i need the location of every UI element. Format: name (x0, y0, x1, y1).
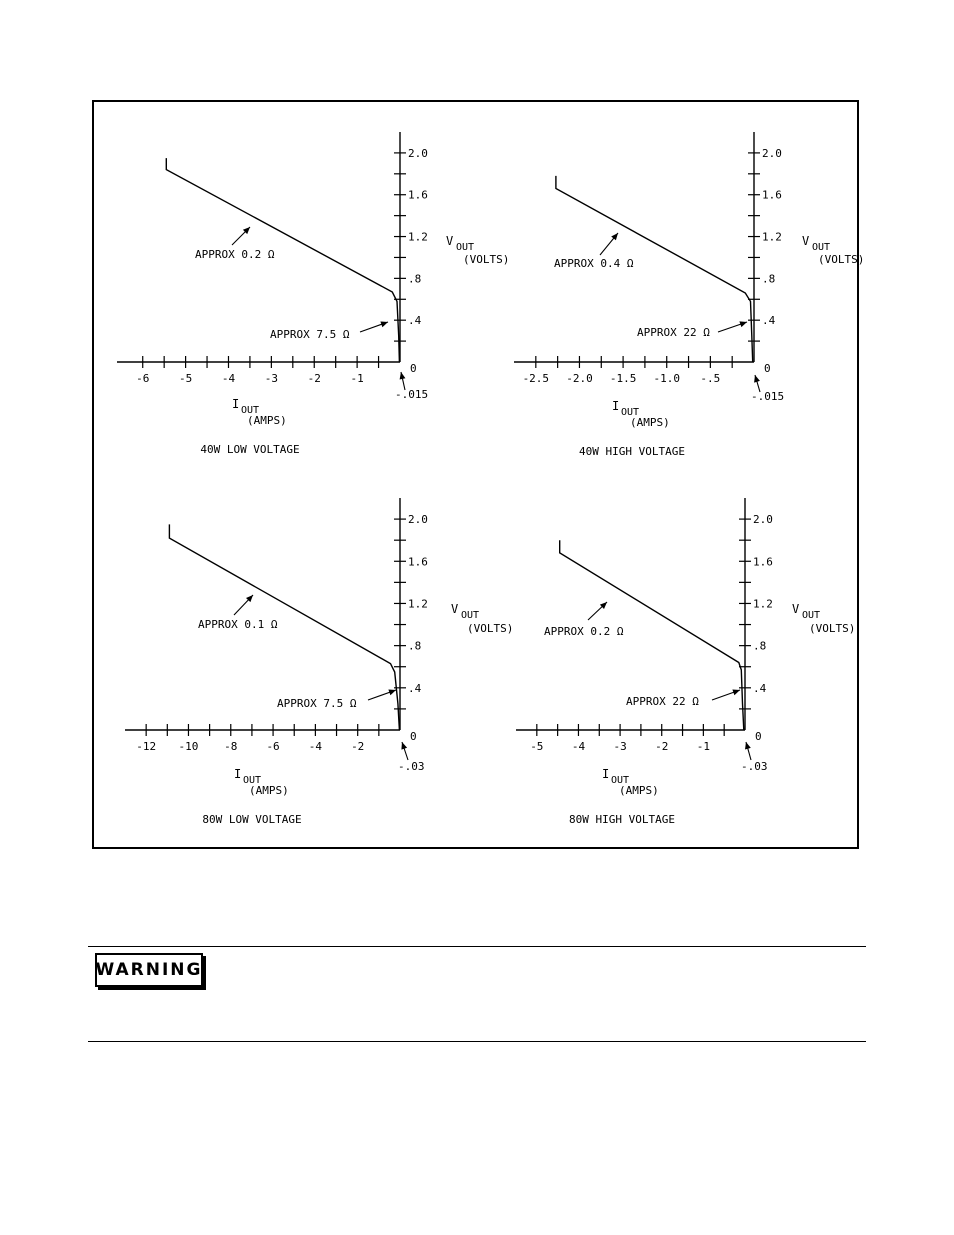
chart1-y-tick-label: 1.2 (408, 230, 428, 244)
chart3-x-tick-label: -10 (178, 740, 199, 753)
chart1-title: 40W LOW VOLTAGE (200, 443, 300, 456)
chart3-x-tick-label: -6 (266, 740, 280, 753)
chart3-x-tick-label: -12 (136, 740, 157, 753)
chart2-y-unit: (VOLTS) (818, 253, 865, 266)
chart3-annotation-2: APPROX 7.5 Ω (277, 697, 357, 710)
chart3-ohm-symbol: Ω (349, 697, 357, 710)
chart1-ohm-symbol: Ω (267, 248, 275, 261)
chart2-annotation-2: APPROX 22 Ω (637, 326, 710, 339)
chart4-x-tick-label: -1 (696, 740, 710, 753)
chart4-x-tick-label: -4 (571, 740, 586, 753)
chart2-y-tick-label: 0 (764, 362, 771, 375)
chart3-y-tick-label: 1.6 (408, 555, 428, 569)
chart3-ohm-symbol: Ω (270, 618, 278, 631)
chart4-x-label-sub: OUT (611, 775, 630, 786)
chart1-y-label: V (446, 234, 454, 248)
chart4-y-tick-label: .4 (753, 681, 767, 695)
chart2-annotation-1: APPROX 0.4 Ω (554, 257, 634, 270)
chart1-x-unit: (AMPS) (247, 414, 287, 427)
chart4-y-label: V (792, 602, 800, 616)
chart4-y-unit: (VOLTS) (809, 622, 856, 635)
chart3-y-tick-label: 2.0 (408, 513, 428, 527)
chart1-annotation-arrow-3-head (400, 372, 406, 380)
chart4-ohm-symbol: Ω (692, 695, 699, 708)
chart2-x-unit: (AMPS) (630, 416, 670, 429)
chart2-x-tick-label: -2.5 (522, 372, 550, 385)
chart1-annotation-2: APPROX 7.5 Ω (270, 328, 350, 341)
chart4-annotation-3: -.03 (741, 760, 768, 773)
warning-label: WARNING (95, 960, 203, 980)
chart1-annotation-arrow-2-head (380, 322, 388, 328)
chart2-y-tick-label: 1.2 (762, 230, 782, 244)
chart4-x-unit: (AMPS) (619, 784, 659, 797)
chart2-x-tick-label: -2.0 (566, 372, 593, 385)
chart4-y-tick-label: 1.2 (753, 597, 773, 611)
chart3-x-unit: (AMPS) (249, 784, 289, 797)
chart3-y-label-sub: OUT (461, 610, 480, 621)
chart2-annotation-3: -.015 (751, 390, 785, 403)
chart4-y-tick-label: 0 (755, 730, 762, 743)
bottom-rule (88, 1041, 866, 1042)
chart2-y-tick-label: 1.6 (762, 188, 782, 202)
chart4-y-tick-label: 2.0 (753, 513, 773, 527)
chart4-y-tick-label: .8 (753, 639, 767, 653)
chart4-y-tick-label: 1.6 (753, 555, 773, 569)
chart2-title: 40W HIGH VOLTAGE (579, 445, 685, 458)
chart3-y-tick-label: .4 (408, 681, 422, 695)
chart1-y-unit: (VOLTS) (463, 253, 510, 266)
chart3-y-label: V (451, 602, 459, 616)
chart2-x-tick-label: -1.0 (653, 372, 680, 385)
chart1-x-tick-label: -2 (307, 372, 321, 385)
chart2-y-tick-label: 2.0 (762, 146, 782, 160)
chart1-x-tick-label: -1 (350, 372, 364, 385)
chart2-x-label: I (612, 399, 620, 413)
chart2-y-label-sub: OUT (812, 242, 831, 253)
chart2-x-label-sub: OUT (621, 407, 640, 418)
chart4-annotation-2: APPROX 22 Ω (626, 695, 699, 708)
chart3-title: 80W LOW VOLTAGE (202, 813, 302, 826)
chart1-y-tick-label: .4 (408, 314, 422, 328)
chart1-x-tick-label: -6 (136, 372, 150, 385)
chart1-x-label: I (232, 397, 240, 411)
chart2-x-tick-label: -.5 (700, 372, 721, 385)
chart2-ohm-symbol: Ω (703, 326, 710, 339)
chart4-x-tick-label: -5 (530, 740, 544, 753)
chart1-x-label-sub: OUT (241, 405, 260, 416)
chart2-annotation-arrow-2-head (739, 321, 747, 327)
chart4-ohm-symbol: Ω (616, 625, 624, 638)
top-rule (88, 946, 866, 947)
chart1-y-tick-label: 2.0 (408, 146, 428, 160)
chart1-y-tick-label: 0 (410, 362, 417, 375)
chart4-x-label: I (602, 767, 610, 781)
chart3-y-tick-label: 0 (410, 730, 417, 743)
chart3-annotation-3: -.03 (398, 760, 425, 773)
chart3-x-label-sub: OUT (243, 775, 262, 786)
chart1-annotation-1: APPROX 0.2 Ω (195, 248, 275, 261)
chart4-y-label-sub: OUT (802, 610, 821, 621)
chart1-x-tick-label: -3 (264, 372, 278, 385)
chart1-ohm-symbol: Ω (342, 328, 350, 341)
chart3-y-tick-label: .8 (408, 639, 422, 653)
chart2-annotation-arrow-3-head (754, 375, 760, 383)
chart3-annotation-arrow-3-head (401, 742, 407, 750)
chart1-x-tick-label: -5 (178, 372, 193, 385)
chart4-annotation-1: APPROX 0.2 Ω (544, 625, 624, 638)
chart2-y-tick-label: .8 (762, 272, 776, 286)
chart3-x-tick-label: -8 (224, 740, 238, 753)
chart3-annotation-1: APPROX 0.1 Ω (198, 618, 278, 631)
chart4-x-tick-label: -3 (613, 740, 627, 753)
chart2-y-label: V (802, 234, 810, 248)
chart1-y-tick-label: 1.6 (408, 188, 428, 202)
chart4-x-tick-label: -2 (655, 740, 669, 753)
chart3-x-tick-label: -4 (308, 740, 323, 753)
chart3-y-unit: (VOLTS) (467, 622, 514, 635)
chart4-title: 80W HIGH VOLTAGE (569, 813, 675, 826)
chart2-x-tick-label: -1.5 (609, 372, 637, 385)
chart4-annotation-arrow-2-head (732, 690, 740, 696)
chart3-y-tick-label: 1.2 (408, 597, 428, 611)
chart3-annotation-arrow-2-head (388, 690, 396, 696)
chart1-x-tick-label: -4 (221, 372, 236, 385)
chart2-y-tick-label: .4 (762, 314, 776, 328)
chart2-ohm-symbol: Ω (626, 257, 634, 270)
chart3-x-tick-label: -2 (351, 740, 365, 753)
chart3-x-label: I (234, 767, 242, 781)
warning-box (95, 953, 203, 987)
chart1-y-tick-label: .8 (408, 272, 422, 286)
chart1-annotation-3: -.015 (395, 388, 429, 401)
chart4-annotation-arrow-3-head (745, 742, 751, 750)
chart1-y-label-sub: OUT (456, 242, 475, 253)
